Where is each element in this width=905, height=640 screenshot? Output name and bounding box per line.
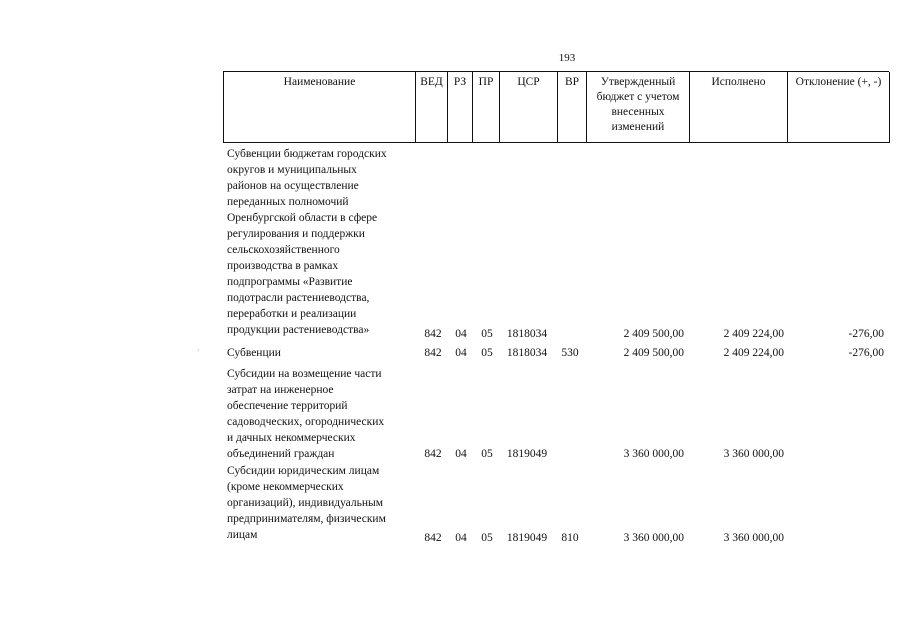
header-executed: Исполнено — [690, 72, 788, 143]
row-csr: 1818034 — [506, 328, 548, 340]
header-deviation: Отклонение (+, -) — [788, 72, 890, 143]
row-approved-budget: 2 409 500,00 — [623, 347, 684, 359]
row-ved: 842 — [424, 328, 442, 340]
row-approved-budget: 2 409 500,00 — [623, 328, 684, 340]
row-rz: 04 — [455, 448, 467, 460]
row-name: Субвенции — [227, 347, 281, 359]
header-vr: ВР — [558, 72, 587, 143]
row-pr: 05 — [481, 347, 493, 359]
row-deviation: -276,00 — [848, 347, 884, 359]
row-pr: 05 — [481, 448, 493, 460]
row-pr: 05 — [481, 532, 493, 544]
row-name: Субсидии юридическим лицам (кроме некоммерческих организаций), индивидуальным предпринимателям, физическим лицам — [227, 465, 386, 541]
row-pr: 05 — [481, 328, 493, 340]
row-name: Субсидии на возмещение части затрат на инженерное обеспечение территорий садоводческих, огороднических и дачных некоммерческих объединений граждан — [227, 368, 385, 460]
row-executed: 3 360 000,00 — [723, 532, 784, 544]
row-csr: 1819049 — [506, 448, 548, 460]
scan-mark: · — [197, 346, 200, 355]
row-rz: 04 — [455, 532, 467, 544]
row-vr: 530 — [561, 347, 579, 359]
row-ved: 842 — [424, 448, 442, 460]
row-csr: 1818034 — [506, 347, 548, 359]
row-ved: 842 — [424, 532, 442, 544]
row-vr: 810 — [561, 532, 579, 544]
row-approved-budget: 3 360 000,00 — [623, 532, 684, 544]
header-ved: ВЕД — [416, 72, 448, 143]
header-pr: ПР — [473, 72, 500, 143]
table-header — [223, 71, 889, 143]
row-deviation: -276,00 — [848, 328, 884, 340]
row-csr: 1819049 — [506, 532, 548, 544]
header-csr: ЦСР — [500, 72, 558, 143]
row-executed: 2 409 224,00 — [723, 347, 784, 359]
row-rz: 04 — [455, 328, 467, 340]
row-approved-budget: 3 360 000,00 — [623, 448, 684, 460]
header-name: Наименование — [224, 72, 416, 143]
header-approved-budget: Утвержденный бюджет с учетом внесенных изменений — [587, 72, 690, 143]
row-ved: 842 — [424, 347, 442, 359]
page-number: 193 — [558, 52, 576, 64]
row-executed: 3 360 000,00 — [723, 448, 784, 460]
row-executed: 2 409 224,00 — [723, 328, 784, 340]
header-rz: РЗ — [448, 72, 473, 143]
row-rz: 04 — [455, 347, 467, 359]
row-name: Субвенции бюджетам городских округов и муниципальных районов на осуществление переданных полномочий Оренбургской области в сфере регулирования и поддержки сельскохозяйственного производства в рамках подпрограммы «Развитие подотрасли растениеводства, переработки и реализации продукции растениеводства» — [227, 148, 387, 336]
